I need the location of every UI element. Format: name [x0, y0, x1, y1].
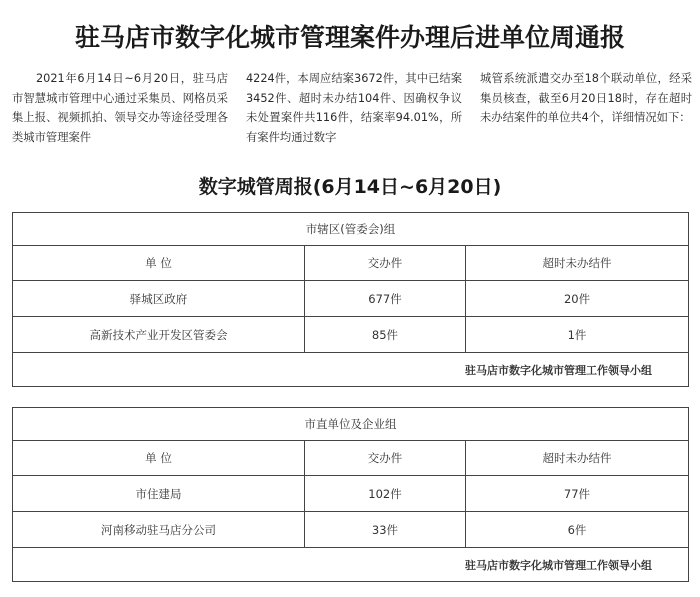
- table-footer: 驻马店市数字化城市管理工作领导小组: [13, 548, 689, 582]
- header-overdue: 超时未办结件: [466, 246, 689, 281]
- district-group-table: [12, 212, 689, 387]
- cell-unit: 市住建局: [13, 476, 305, 512]
- group-title: 市辖区(管委会)组: [13, 213, 689, 246]
- table-row: [13, 317, 689, 353]
- header-overdue: 超时未办结件: [466, 441, 689, 476]
- page-title: 驻马店市数字化城市管理案件办理后进单位周通报: [74, 23, 625, 52]
- table-row: [13, 512, 689, 548]
- intro-column-2: 4224件，本周应结案3672件，其中已结案3452件、超时未办结104件、因确权争议未处置案件共116件，结案率94.01%，所有案件均通过数字: [246, 72, 462, 144]
- cell-assigned: 85件: [305, 317, 466, 353]
- header-assigned: 交办件: [305, 441, 466, 476]
- table-row: [13, 281, 689, 317]
- municipal-group-table: [12, 407, 689, 582]
- header-unit: 单 位: [13, 246, 305, 281]
- header-unit: 单 位: [13, 441, 305, 476]
- group-title: 市直单位及企业组: [13, 408, 689, 441]
- intro-column-1: 2021年6月14日~6月20日，驻马店市智慧城市管理中心通过采集员、网格员采集上报、视频抓拍、领导交办等途径受理各类城市管理案件: [12, 72, 228, 144]
- table-footer: 驻马店市数字化城市管理工作领导小组: [13, 353, 689, 387]
- cell-overdue: 6件: [466, 512, 689, 548]
- cell-unit: 河南移动驻马店分公司: [13, 512, 305, 548]
- cell-unit: 驿城区政府: [13, 281, 305, 317]
- cell-overdue: 77件: [466, 476, 689, 512]
- cell-unit: 高新技术产业开发区管委会: [13, 317, 305, 353]
- report-subtitle: 数字城管周报(6月14日~6月20日): [198, 176, 502, 198]
- cell-assigned: 102件: [305, 476, 466, 512]
- cell-assigned: 33件: [305, 512, 466, 548]
- cell-overdue: 20件: [466, 281, 689, 317]
- header-assigned: 交办件: [305, 246, 466, 281]
- intro-column-3: 城管系统派遣交办至18个联动单位，经采集员核查，截至6月20日18时，存在超时未办结案件的单位共4个，详细情况如下：: [480, 72, 692, 124]
- table-row: [13, 476, 689, 512]
- cell-assigned: 677件: [305, 281, 466, 317]
- cell-overdue: 1件: [466, 317, 689, 353]
